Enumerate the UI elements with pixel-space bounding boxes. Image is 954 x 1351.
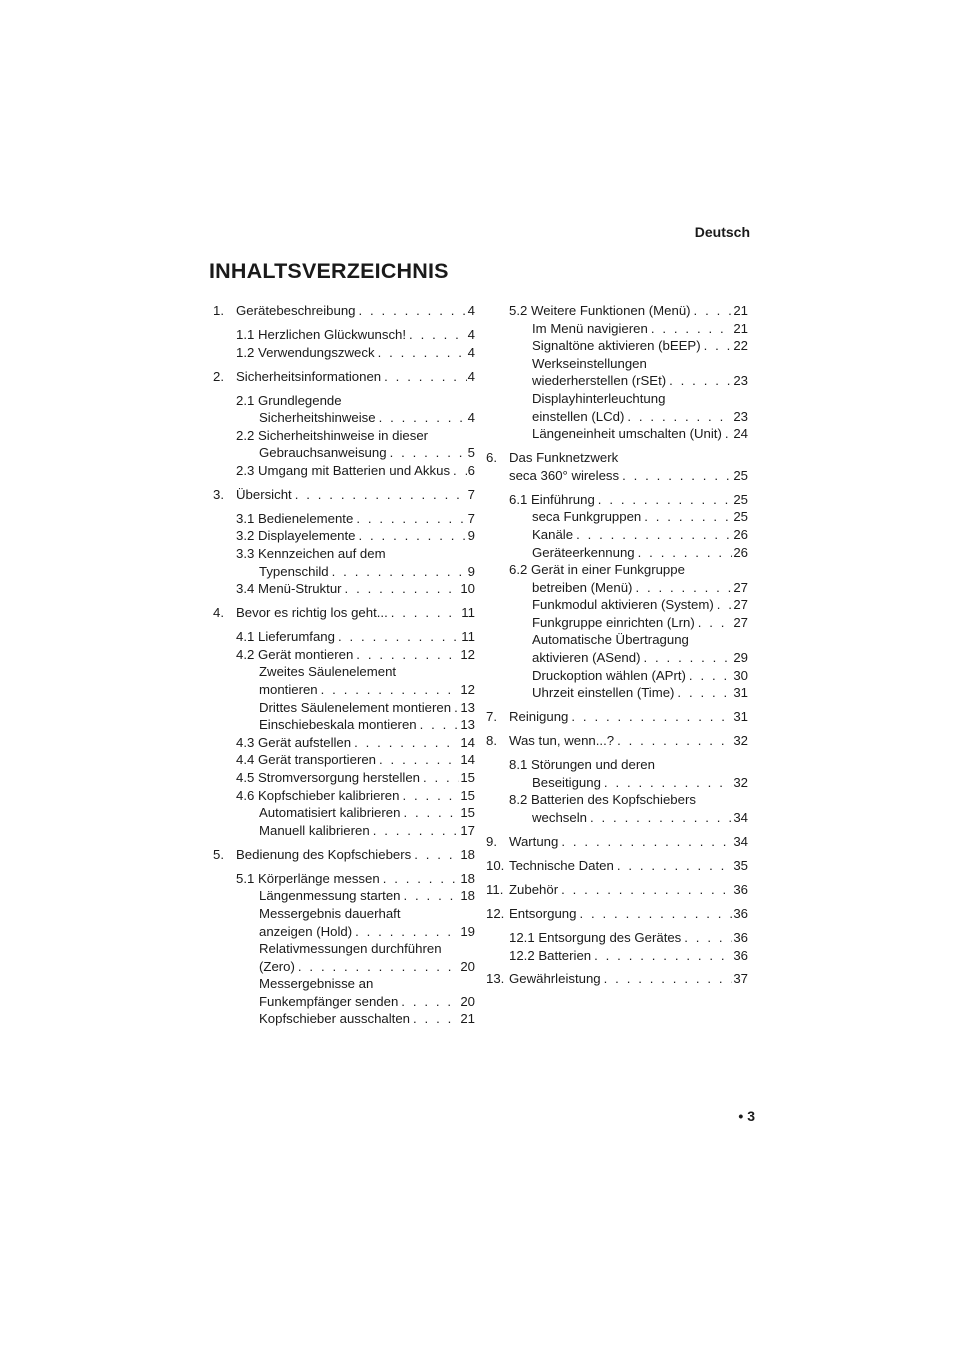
toc-entry bbox=[486, 809, 748, 827]
toc-entry-number: 4. bbox=[213, 605, 224, 621]
toc-entry bbox=[486, 929, 748, 947]
toc-entry bbox=[213, 663, 475, 681]
toc-entry-label: 12.1 Entsorgung des Gerätes bbox=[509, 929, 682, 945]
toc-entry-label: Messergebnis dauerhaft bbox=[259, 905, 401, 921]
toc-entry bbox=[213, 822, 475, 840]
toc-entry-page: 20 bbox=[460, 993, 475, 1009]
toc-entry bbox=[486, 684, 748, 702]
toc-leader-dots bbox=[576, 905, 732, 923]
toc-entry bbox=[213, 887, 475, 905]
toc-entry-label: betreiben (Menü) bbox=[532, 579, 633, 595]
toc-entry bbox=[486, 649, 748, 667]
toc-entry bbox=[213, 734, 475, 752]
toc-entry-page: 27 bbox=[733, 579, 748, 595]
toc-leader-dots bbox=[614, 732, 732, 750]
toc-entry bbox=[486, 467, 748, 485]
toc-entry-page: 25 bbox=[733, 509, 748, 525]
toc-leader-dots bbox=[398, 993, 459, 1011]
toc-entry-label: 4.2 Gerät montieren bbox=[236, 646, 354, 662]
toc-leader-dots bbox=[666, 372, 732, 390]
toc-entry-page: 24 bbox=[733, 426, 748, 442]
toc-entry-page: 34 bbox=[733, 833, 748, 849]
toc-entry bbox=[486, 449, 748, 467]
toc-entry-label: Gerätebeschreibung bbox=[236, 303, 356, 318]
toc-entry-label: 4.6 Kopfschieber kalibrieren bbox=[236, 787, 400, 803]
toc-entry-label: 4.1 Lieferumfang bbox=[236, 629, 335, 645]
toc-entry-number: 6. bbox=[486, 450, 497, 466]
toc-entry bbox=[486, 491, 748, 509]
toc-entry-label: Drittes Säulenelement montieren bbox=[259, 699, 452, 715]
toc-entry-page: 17 bbox=[460, 822, 475, 838]
toc-entry-page: 26 bbox=[733, 544, 748, 560]
toc-entry bbox=[213, 923, 475, 941]
toc-entry-page: 23 bbox=[733, 408, 748, 424]
toc-entry-label: Druckoption wählen (APrt) bbox=[532, 667, 686, 683]
toc-entry bbox=[486, 337, 748, 355]
toc-entry-label: Werkseinstellungen bbox=[532, 355, 647, 371]
toc-entry bbox=[213, 646, 475, 664]
toc-entry-page: 31 bbox=[733, 685, 748, 701]
toc-leader-dots bbox=[411, 846, 459, 864]
toc-leader-dots bbox=[674, 684, 732, 702]
toc-entry-page: 6 bbox=[467, 462, 475, 478]
toc-entry bbox=[213, 326, 475, 344]
toc-entry-page: 21 bbox=[733, 320, 748, 336]
toc-entry-label: einstellen (LCd) bbox=[532, 408, 625, 424]
toc-leader-dots bbox=[691, 302, 733, 320]
toc-entry-number: 10. bbox=[486, 857, 505, 873]
toc-leader-dots bbox=[595, 491, 733, 509]
toc-entry-page: 4 bbox=[467, 410, 475, 426]
toc-leader-dots bbox=[722, 425, 732, 443]
toc-entry bbox=[213, 787, 475, 805]
toc-entry-page: 25 bbox=[733, 467, 748, 483]
toc-entry-label: Uhrzeit einstellen (Time) bbox=[532, 685, 675, 701]
toc-leader-dots bbox=[568, 708, 732, 726]
toc-entry-page: 11 bbox=[461, 605, 475, 621]
toc-entry bbox=[486, 970, 748, 988]
toc-entry bbox=[213, 699, 475, 717]
toc-entry bbox=[486, 756, 748, 774]
toc-leader-dots bbox=[614, 857, 732, 875]
toc-entry-label: Im Menü navigieren bbox=[532, 320, 648, 336]
toc-entry-label: 3.1 Bedienelemente bbox=[236, 510, 354, 526]
toc-entry-label: Relativmessungen durchführen bbox=[259, 941, 442, 957]
language-label: Deutsch bbox=[694, 224, 750, 240]
toc-entry-page: 19 bbox=[460, 923, 475, 939]
toc-entry bbox=[486, 774, 748, 792]
toc-entry-label: 3.3 Kennzeichen auf dem bbox=[236, 546, 386, 562]
toc-entry-label: montieren bbox=[259, 682, 318, 698]
toc-entry bbox=[213, 444, 475, 462]
toc-entry-label: 3.2 Displayelemente bbox=[236, 528, 356, 544]
toc-leader-dots bbox=[381, 368, 467, 386]
toc-entry bbox=[213, 716, 475, 734]
toc-entry-number: 3. bbox=[213, 486, 224, 502]
toc-entry-label: 1.2 Verwendungszweck bbox=[236, 344, 375, 360]
toc-entry-page: 13 bbox=[460, 717, 475, 733]
toc-entry bbox=[486, 425, 748, 443]
toc-entry-page: 12 bbox=[460, 646, 475, 662]
toc-entry bbox=[486, 372, 748, 390]
toc-leader-dots bbox=[451, 699, 459, 717]
toc-entry-page: 5 bbox=[467, 445, 475, 461]
toc-entry-page: 37 bbox=[733, 971, 748, 987]
toc-entry-label: Zubehör bbox=[509, 881, 559, 897]
toc-entry bbox=[486, 544, 748, 562]
toc-leader-dots bbox=[406, 326, 467, 344]
toc-entry bbox=[213, 580, 475, 598]
toc-entry-page: 15 bbox=[460, 769, 475, 785]
toc-entry bbox=[213, 344, 475, 362]
toc-entry bbox=[486, 631, 748, 649]
toc-leader-dots bbox=[558, 833, 732, 851]
toc-entry-page: 18 bbox=[460, 870, 475, 886]
toc-entry bbox=[486, 302, 748, 320]
toc-leader-dots bbox=[387, 444, 467, 462]
toc-entry bbox=[213, 368, 475, 386]
toc-entry-label: 3.4 Menü-Struktur bbox=[236, 581, 342, 597]
toc-entry-page: 4 bbox=[467, 303, 475, 318]
toc-entry bbox=[486, 614, 748, 632]
toc-entry-page: 36 bbox=[733, 947, 748, 963]
toc-entry-number: 1. bbox=[213, 303, 224, 318]
toc-leader-dots bbox=[375, 344, 467, 362]
toc-entry bbox=[213, 510, 475, 528]
toc-column-right bbox=[486, 302, 748, 988]
toc-entry-label: Längenmessung starten bbox=[259, 888, 401, 904]
toc-leader-dots bbox=[356, 527, 467, 545]
toc-entry-page: 7 bbox=[467, 510, 475, 526]
toc-entry-page: 13 bbox=[460, 699, 475, 715]
toc-leader-dots bbox=[701, 337, 733, 355]
toc-entry-label: 6.1 Einführung bbox=[509, 491, 595, 507]
toc-entry bbox=[213, 751, 475, 769]
toc-entry-label: Reinigung bbox=[509, 709, 569, 725]
toc-entry-label: seca 360° wireless bbox=[509, 467, 620, 483]
toc-leader-dots bbox=[353, 646, 459, 664]
toc-entry bbox=[486, 355, 748, 373]
toc-leader-dots bbox=[342, 580, 460, 598]
toc-entry-label: 4.4 Gerät transportieren bbox=[236, 752, 377, 768]
toc-entry-label: 5.1 Körperlänge messen bbox=[236, 870, 380, 886]
toc-leader-dots bbox=[399, 787, 459, 805]
toc-entry-page: 4 bbox=[467, 368, 475, 384]
toc-leader-dots bbox=[619, 467, 732, 485]
toc-entry-label: Kanäle bbox=[532, 526, 574, 542]
toc-entry-label: Beseitigung bbox=[532, 774, 601, 790]
toc-entry-label: 2.2 Sicherheitshinweise in dieser bbox=[236, 427, 429, 443]
toc-entry-label: Funkmodul aktivieren (System) bbox=[532, 597, 714, 613]
toc-entry bbox=[213, 486, 475, 504]
toc-entry-page: 21 bbox=[733, 303, 748, 318]
toc-entry-page: 4 bbox=[467, 344, 475, 360]
toc-entry bbox=[486, 667, 748, 685]
toc-entry-number: 8. bbox=[486, 733, 497, 749]
toc-entry-page: 32 bbox=[733, 774, 748, 790]
toc-entry-number: 13. bbox=[486, 971, 505, 987]
toc-entry-page: 4 bbox=[467, 326, 475, 342]
toc-leader-dots bbox=[352, 923, 459, 941]
toc-entry bbox=[213, 628, 475, 646]
toc-leader-dots bbox=[292, 486, 467, 504]
toc-entry bbox=[486, 708, 748, 726]
toc-entry-page: 36 bbox=[733, 905, 748, 921]
toc-entry-label: Automatische Übertragung bbox=[532, 632, 689, 648]
toc-entry-label: 4.5 Stromversorgung herstellen bbox=[236, 769, 420, 785]
toc-entry-label: Messergebnisse an bbox=[259, 976, 374, 992]
toc-leader-dots bbox=[401, 887, 460, 905]
toc-entry-page: 30 bbox=[733, 667, 748, 683]
toc-entry-label: 5.2 Weitere Funktionen (Menü) bbox=[509, 303, 691, 318]
toc-entry-page: 34 bbox=[733, 809, 748, 825]
toc-leader-dots bbox=[417, 716, 460, 734]
toc-entry bbox=[213, 958, 475, 976]
toc-leader-dots bbox=[632, 579, 732, 597]
toc-leader-dots bbox=[641, 508, 732, 526]
toc-leader-dots bbox=[714, 596, 733, 614]
toc-entry bbox=[213, 870, 475, 888]
toc-entry-label: 2.1 Grundlegende bbox=[236, 392, 342, 408]
toc-entry-label: Bevor es richtig los geht... bbox=[236, 605, 388, 621]
toc-entry-number: 12. bbox=[486, 905, 505, 921]
toc-leader-dots bbox=[695, 614, 733, 632]
toc-leader-dots bbox=[450, 462, 467, 480]
toc-entry-label: 1.1 Herzlichen Glückwunsch! bbox=[236, 326, 407, 342]
toc-entry-page: 26 bbox=[733, 526, 748, 542]
toc-entry-label: Funkempfänger senden bbox=[259, 993, 399, 1009]
toc-entry-page: 12 bbox=[460, 682, 475, 698]
toc-entry-page: 31 bbox=[733, 709, 748, 725]
toc-entry bbox=[213, 545, 475, 563]
toc-entry-number: 5. bbox=[213, 846, 224, 862]
toc-leader-dots bbox=[601, 774, 732, 792]
toc-entry-label: 6.2 Gerät in einer Funkgruppe bbox=[509, 562, 685, 578]
toc-entry-label: Einschiebeskala montieren bbox=[259, 717, 417, 733]
toc-entry-label: Gebrauchsanweisung bbox=[259, 445, 387, 461]
toc-entry bbox=[486, 947, 748, 965]
toc-entry bbox=[213, 409, 475, 427]
toc-entry-label: Funkgruppe einrichten (Lrn) bbox=[532, 614, 695, 630]
toc-entry bbox=[213, 462, 475, 480]
toc-entry-label: 8.1 Störungen und deren bbox=[509, 757, 655, 773]
toc-entry bbox=[213, 846, 475, 864]
toc-entry bbox=[213, 975, 475, 993]
toc-leader-dots bbox=[420, 769, 459, 787]
toc-entry-page: 15 bbox=[460, 805, 475, 821]
toc-entry-label: Was tun, wenn...? bbox=[509, 733, 615, 749]
toc-leader-dots bbox=[573, 526, 732, 544]
toc-entry-page: 14 bbox=[460, 734, 475, 750]
toc-leader-dots bbox=[681, 929, 732, 947]
toc-entry-label: Gewährleistung bbox=[509, 971, 601, 987]
toc-entry bbox=[213, 427, 475, 445]
toc-leader-dots bbox=[335, 628, 460, 646]
toc-entry-label: Displayhinterleuchtung bbox=[532, 390, 666, 406]
toc-entry-page: 25 bbox=[733, 491, 748, 507]
toc-leader-dots bbox=[376, 409, 467, 427]
toc-leader-dots bbox=[400, 804, 459, 822]
toc-entry bbox=[213, 993, 475, 1011]
toc-entry-label: 12.2 Batterien bbox=[509, 947, 592, 963]
toc-entry-page: 15 bbox=[460, 787, 475, 803]
toc-entry bbox=[213, 681, 475, 699]
toc-entry bbox=[213, 563, 475, 581]
toc-entry-page: 10 bbox=[460, 581, 475, 597]
toc-entry-page: 7 bbox=[467, 486, 475, 502]
toc-entry-page: 11 bbox=[461, 629, 475, 645]
toc-leader-dots bbox=[648, 320, 733, 338]
toc-entry-label: 4.3 Gerät aufstellen bbox=[236, 734, 352, 750]
toc-entry-number: 2. bbox=[213, 368, 224, 384]
toc-entry-page: 18 bbox=[460, 846, 475, 862]
toc-entry bbox=[486, 857, 748, 875]
toc-entry-label: Typenschild bbox=[259, 563, 329, 579]
toc-entry-label: wechseln bbox=[532, 809, 587, 825]
toc-leader-dots bbox=[624, 408, 732, 426]
toc-entry-label: seca Funkgruppen bbox=[532, 509, 642, 525]
toc-entry-label: (Zero) bbox=[259, 958, 295, 974]
toc-entry-label: Signaltöne aktivieren (bEEP) bbox=[532, 338, 701, 354]
toc-entry-label: aktivieren (ASend) bbox=[532, 650, 641, 666]
toc-entry bbox=[486, 526, 748, 544]
toc-entry bbox=[486, 390, 748, 408]
toc-entry-label: Manuell kalibrieren bbox=[259, 822, 370, 838]
toc-leader-dots bbox=[380, 870, 460, 888]
toc-entry bbox=[213, 527, 475, 545]
toc-entry-label: Automatisiert kalibrieren bbox=[259, 805, 401, 821]
toc-entry bbox=[213, 302, 475, 320]
toc-leader-dots bbox=[353, 510, 466, 528]
toc-entry-page: 27 bbox=[733, 597, 748, 613]
toc-leader-dots bbox=[640, 649, 732, 667]
toc-entry-number: 11. bbox=[486, 881, 504, 897]
toc-leader-dots bbox=[356, 302, 467, 320]
toc-entry-label: 8.2 Batterien des Kopfschiebers bbox=[509, 792, 696, 808]
toc-entry bbox=[486, 561, 748, 579]
toc-entry bbox=[213, 940, 475, 958]
toc-entry bbox=[486, 408, 748, 426]
toc-entry-page: 36 bbox=[733, 929, 748, 945]
toc-entry-page: 36 bbox=[733, 881, 748, 897]
toc-entry bbox=[486, 732, 748, 750]
toc-leader-dots bbox=[587, 809, 732, 827]
toc-entry-page: 32 bbox=[733, 733, 748, 749]
toc-entry bbox=[486, 320, 748, 338]
toc-leader-dots bbox=[329, 563, 467, 581]
toc-entry-label: Technische Daten bbox=[509, 857, 614, 873]
toc-entry-number: 7. bbox=[486, 709, 497, 725]
toc-entry-page: 21 bbox=[460, 1011, 475, 1027]
toc-entry-label: wiederherstellen (rSEt) bbox=[532, 373, 667, 389]
toc-entry-page: 35 bbox=[733, 857, 748, 873]
toc-entry-label: Entsorgung bbox=[509, 905, 577, 921]
toc-entry bbox=[486, 833, 748, 851]
toc-entry-label: Geräteerkennung bbox=[532, 544, 635, 560]
toc-entry-number: 9. bbox=[486, 833, 497, 849]
toc-entry-page: 22 bbox=[733, 338, 748, 354]
toc-leader-dots bbox=[601, 970, 733, 988]
toc-entry bbox=[213, 392, 475, 410]
toc-leader-dots bbox=[686, 667, 732, 685]
toc-entry-label: Bedienung des Kopfschiebers bbox=[236, 846, 412, 862]
toc-leader-dots bbox=[295, 958, 459, 976]
toc-entry bbox=[213, 1010, 475, 1028]
toc-entry bbox=[213, 769, 475, 787]
page-number: • 3 bbox=[738, 1108, 755, 1124]
toc-entry bbox=[213, 804, 475, 822]
toc-entry bbox=[213, 905, 475, 923]
toc-leader-dots bbox=[351, 734, 459, 752]
toc-entry-page: 27 bbox=[733, 614, 748, 630]
toc-entry-page: 9 bbox=[467, 563, 475, 579]
toc-entry-page: 14 bbox=[460, 752, 475, 768]
toc-entry-label: Das Funknetzwerk bbox=[509, 450, 619, 466]
toc-leader-dots bbox=[635, 544, 733, 562]
toc-entry-page: 18 bbox=[460, 888, 475, 904]
toc-entry bbox=[213, 604, 475, 622]
toc-leader-dots bbox=[591, 947, 732, 965]
toc-leader-dots bbox=[376, 751, 459, 769]
toc-leader-dots bbox=[558, 881, 732, 899]
toc-column-left bbox=[213, 302, 475, 1028]
toc-entry bbox=[486, 881, 748, 899]
page-title: INHALTSVERZEICHNIS bbox=[209, 259, 449, 283]
toc-entry-page: 29 bbox=[733, 650, 748, 666]
toc-leader-dots bbox=[388, 604, 461, 622]
toc-entry bbox=[486, 596, 748, 614]
toc-entry-label: Sicherheitsinformationen bbox=[236, 368, 382, 384]
toc-entry-page: 23 bbox=[733, 373, 748, 389]
toc-entry-label: Übersicht bbox=[236, 486, 292, 502]
toc-entry bbox=[486, 791, 748, 809]
toc-entry-label: Sicherheitshinweise bbox=[259, 410, 376, 426]
toc-entry-label: Längeneinheit umschalten (Unit) bbox=[532, 426, 722, 442]
toc-entry-label: Kopfschieber ausschalten bbox=[259, 1011, 411, 1027]
toc-entry-page: 20 bbox=[460, 958, 475, 974]
toc-entry-page: 9 bbox=[467, 528, 475, 544]
toc-entry bbox=[486, 905, 748, 923]
toc-entry-label: anzeigen (Hold) bbox=[259, 923, 353, 939]
toc-entry-label: Wartung bbox=[509, 833, 559, 849]
toc-leader-dots bbox=[410, 1010, 459, 1028]
toc-entry-label: 2.3 Umgang mit Batterien und Akkus bbox=[236, 462, 451, 478]
toc-leader-dots bbox=[318, 681, 460, 699]
toc-leader-dots bbox=[370, 822, 460, 840]
toc-entry-label: Zweites Säulenelement bbox=[259, 664, 397, 680]
toc-entry bbox=[486, 579, 748, 597]
toc-entry bbox=[486, 508, 748, 526]
